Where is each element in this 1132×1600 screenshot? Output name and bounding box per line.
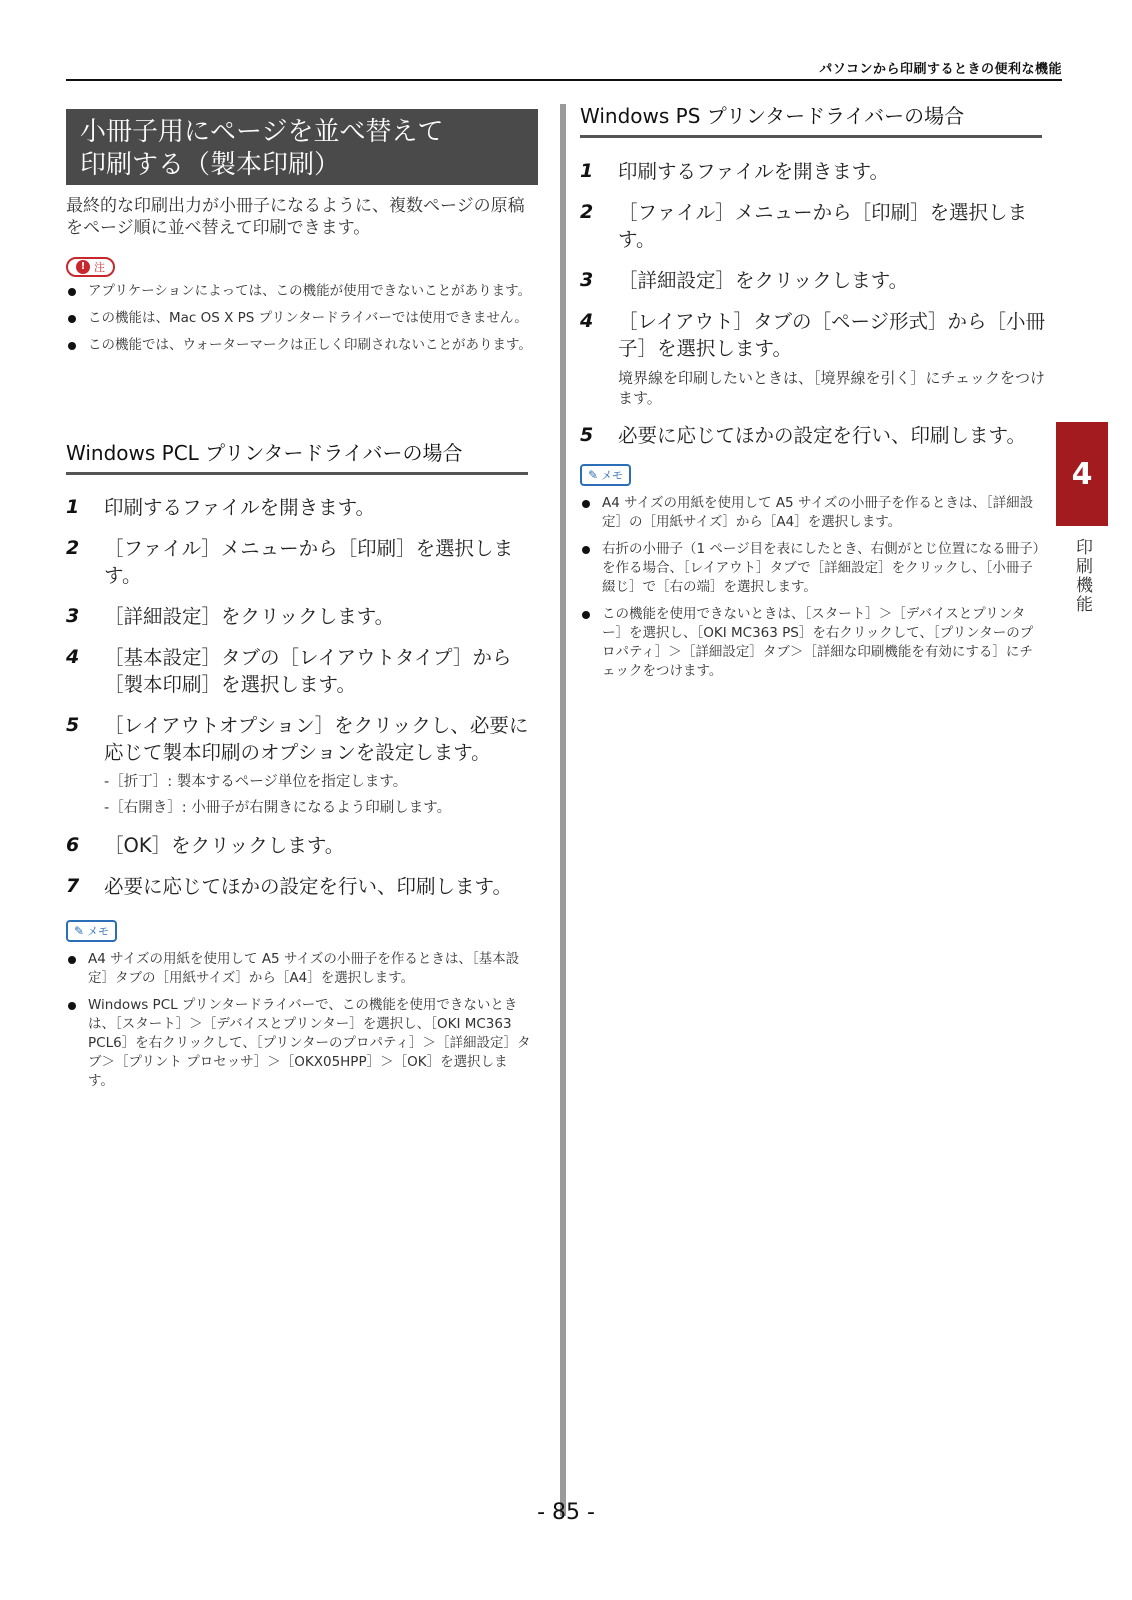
right-memo-list (580, 494, 1042, 689)
exclamation-icon: ! (76, 260, 90, 274)
page-number: - 85 - (537, 1500, 595, 1525)
memo-item: A4 サイズの用紙を使用して A5 サイズの小冊子を作るときは、［基本設定］タブの［用紙サイズ］から［A4］を選択します。 (66, 950, 532, 988)
step-number: 4 (66, 646, 80, 668)
step-text: ［ファイル］メニューから［印刷］を選択します。 (104, 537, 514, 587)
step-number: 1 (580, 160, 594, 182)
pcl-steps (66, 494, 532, 914)
step-text: ［レイアウトオプション］をクリックし、必要に応じて製本印刷のオプションを設定します。 (104, 714, 529, 764)
step-text: ［OK］をクリックします。 (104, 834, 345, 857)
ps-step (580, 158, 1046, 185)
pcl-step (66, 535, 532, 589)
step-text: ［レイアウト］タブの［ページ形式］から［小冊子］を選択します。 (618, 310, 1046, 360)
ps-step (580, 199, 1046, 253)
step-text: 印刷するファイルを開きます。 (618, 160, 890, 183)
left-memo-list (66, 950, 532, 1099)
memo-item: Windows PCL プリンタードライバーで、この機能を使用できないときは、［スタート］＞［デバイスとプリンター］を選択し、［OKI MC363 PCL6］を右クリックして、［プリンターのプロパティ］＞［詳細設定］タブ＞［プリント プロセッサ］＞［OKX05HPP］＞［OK］を選択します。 (66, 996, 532, 1091)
section-title-line1: 小冊子用にページを並べ替えて (80, 117, 444, 147)
memo-label: メモ (601, 469, 624, 482)
caution-item: アプリケーションによっては、この機能が使用できないことがあります。 (66, 282, 532, 301)
pencil-icon: ✎ (74, 924, 85, 938)
caution-block (66, 254, 115, 277)
memo-item: A4 サイズの用紙を使用して A5 サイズの小冊子を作るときは、［詳細設定］の［用紙サイズ］から［A4］を選択します。 (580, 494, 1042, 532)
ps-step (580, 308, 1046, 408)
ps-step (580, 267, 1046, 294)
section-title-banner (66, 109, 538, 185)
pcl-step (66, 873, 532, 900)
caution-item: この機能は、Mac OS X PS プリンタードライバーでは使用できません。 (66, 309, 532, 328)
caution-item: この機能では、ウォーターマークは正しく印刷されないことがあります。 (66, 336, 532, 355)
step5-option-right-open: -［右開き］: 小冊子が右開きになるよう印刷します。 (104, 800, 452, 816)
step-number: 1 (66, 496, 80, 518)
pcl-step (66, 712, 532, 766)
caution-badge (66, 257, 115, 277)
step-number: 3 (580, 269, 594, 291)
step-text: ［詳細設定］をクリックします。 (618, 269, 909, 292)
pcl-step (66, 494, 532, 521)
caution-label: 注 (94, 260, 105, 274)
step-text: ［ファイル］メニューから［印刷］を選択します。 (618, 201, 1028, 251)
step-number: 2 (580, 201, 594, 223)
step5-option-fold: -［折丁］: 製本するページ単位を指定します。 (104, 774, 408, 790)
step-number: 6 (66, 834, 80, 856)
pencil-icon: ✎ (588, 468, 599, 482)
intro-paragraph: 最終的な印刷出力が小冊子になるように、複数ページの原稿をページ順に並べ替えて印刷できます。 (66, 196, 525, 238)
ps-step (580, 422, 1046, 449)
step-number: 7 (66, 875, 80, 897)
pcl-heading: Windows PCL プリンタードライバーの場合 (66, 440, 528, 475)
ps-steps (580, 158, 1046, 463)
step-number: 5 (66, 714, 80, 736)
caution-list (66, 282, 532, 363)
pcl-step (66, 832, 532, 859)
step-text: ［詳細設定］をクリックします。 (104, 605, 395, 628)
memo-item: 右折の小冊子（1 ページ目を表にしたとき、右側がとじ位置になる冊子）を作る場合、［レイアウト］タブで［詳細設定］をクリックし、［小冊子綴じ］で［右の端］を選択します。 (580, 540, 1042, 597)
chapter-tab[interactable] (1056, 422, 1108, 526)
step-number: 2 (66, 537, 80, 559)
running-header: パソコンから印刷するときの便利な機能 (819, 62, 1062, 77)
header-rule (66, 79, 1062, 81)
ps-heading: Windows PS プリンタードライバーの場合 (580, 103, 1042, 138)
memo-label: メモ (87, 925, 110, 938)
step-number: 3 (66, 605, 80, 627)
step-text: 必要に応じてほかの設定を行い、印刷します。 (104, 875, 512, 898)
left-memo-block (66, 920, 117, 942)
memo-item: この機能を使用できないときは、［スタート］＞［デバイスとプリンター］を選択し、［OKI MC363 PS］を右クリックして、［プリンターのプロパティ］＞［詳細設定］タブ＞［詳細な印刷機能を有効にする］にチェックをつけます。 (580, 605, 1042, 681)
pcl-step (66, 603, 532, 630)
chapter-label: 印刷機能 (1072, 538, 1092, 614)
chapter-number: 4 (1071, 456, 1093, 492)
column-divider (560, 104, 566, 1516)
memo-badge (66, 920, 117, 942)
section-title-line2: 印刷する（製本印刷） (80, 150, 341, 180)
step-text: ［基本設定］タブの［レイアウトタイプ］から［製本印刷］を選択します。 (104, 646, 512, 696)
step-text: 印刷するファイルを開きます。 (104, 496, 376, 519)
step-text: 必要に応じてほかの設定を行い、印刷します。 (618, 424, 1026, 447)
pcl-step (66, 644, 532, 698)
step4-note: 境界線を印刷したいときは、［境界線を引く］にチェックをつけます。 (618, 369, 1046, 407)
memo-badge (580, 464, 631, 486)
step-number: 5 (580, 424, 594, 446)
right-memo-block (580, 464, 631, 486)
step-number: 4 (580, 310, 594, 332)
